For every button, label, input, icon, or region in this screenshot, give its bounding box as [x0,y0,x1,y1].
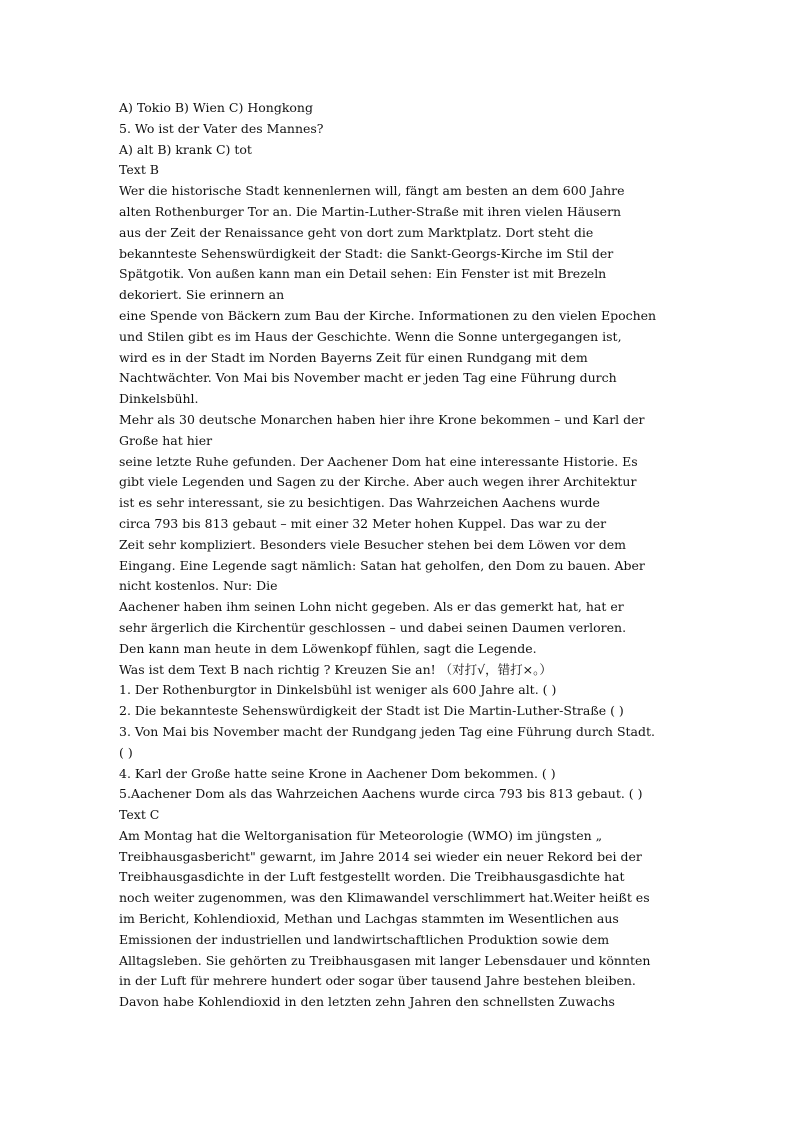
text-line: Wer die historische Stadt kennenlernen will, fängt am besten an dem 600 Jahre [119,183,625,199]
text-line: Den kann man heute in dem Löwenkopf fühlen, sagt die Legende. [119,640,537,656]
text-line: Mehr als 30 deutsche Monarchen haben hier ihre Krone bekommen – und Karl der [119,411,645,427]
text-line: seine letzte Ruhe gefunden. Der Aachener Dom hat eine interessante Historie. Es [119,453,638,469]
text-line: aus der Zeit der Renaissance geht von dort zum Marktplatz. Dort steht die [119,224,594,240]
text-line: ist es sehr interessant, sie zu besichtigen. Das Wahrzeichen Aachens wurde [119,495,600,511]
section-heading: Text C [119,807,160,823]
text-line: wird es in der Stadt im Norden Bayerns Zeit für einen Rundgang mit dem [119,349,588,365]
text-line: Am Montag hat die Weltorganisation für Meteorologie (WMO) im jüngsten „ [119,827,603,843]
text-line: sehr ärgerlich die Kirchentür geschlossen – und dabei seinen Daumen verloren. [119,619,627,635]
text-line: Davon habe Kohlendioxid in den letzten zehn Jahren den schnellsten Zuwachs [119,994,615,1010]
text-line: gibt viele Legenden und Sagen zu der Kirche. Aber auch wegen ihrer Architektur [119,474,637,490]
text-line: A) alt B) krank C) tot [119,141,252,157]
text-line: dekoriert. Sie erinnern an [119,287,285,303]
text-line: Treibhausgasdichte in der Luft festgestellt worden. Die Treibhausgasdichte hat [119,869,625,885]
text-line: Spätgotik. Von außen kann man ein Detail sehen: Ein Fenster ist mit Brezeln [119,266,607,282]
text-line: nicht kostenlos. Nur: Die [119,578,278,594]
text-line: im Bericht, Kohlendioxid, Methan und Lachgas stammten im Wesentlichen aus [119,911,619,927]
text-line: Aachener haben ihm seinen Lohn nicht gegeben. Als er das gemerkt hat, hat er [119,599,624,615]
text-line: circa 793 bis 813 gebaut – mit einer 32 Meter hohen Kuppel. Das war zu der [119,515,607,531]
text-line: Dinkelsbühl. [119,391,199,407]
text-line: bekannteste Sehenswürdigkeit der Stadt: die Sankt-Georgs-Kirche im Stil der [119,245,614,261]
question-item: 2. Die bekannteste Sehenswürdigkeit der Stadt ist Die Martin-Luther-Straße ( ) [119,703,624,719]
text-line: in der Luft für mehrere hundert oder sogar über tausend Jahre bestehen bleiben. [119,973,636,989]
question-item: ( ) [119,744,133,760]
text-line: und Stilen gibt es im Haus der Geschichte. Wenn die Sonne untergegangen ist, [119,328,622,344]
question-item: 5.Aachener Dom als das Wahrzeichen Aachens wurde circa 793 bis 813 gebaut. ( ) [119,786,643,802]
text-line: Große hat hier [119,432,213,448]
text-line: alten Rothenburger Tor an. Die Martin-Luther-Straße mit ihren vielen Häusern [119,203,622,219]
text-line: eine Spende von Bäckern zum Bau der Kirche. Informationen zu den vielen Epochen [119,307,657,323]
text-line: Emissionen der industriellen und landwirtschaftlichen Produktion sowie dem [119,931,610,947]
text-line: Alltagsleben. Sie gehörten zu Treibhausgasen mit langer Lebensdauer und könnten [119,952,651,968]
section-heading: Text B [119,162,159,178]
text-line: A) Tokio B) Wien C) Hongkong [119,100,313,115]
text-line: noch weiter zugenommen, was den Klimawandel verschlimmert hat.Weiter heißt es [119,890,650,906]
text-line: Eingang. Eine Legende sagt nämlich: Satan hat geholfen, den Dom zu bauen. Aber [119,557,645,573]
text-line: Nachtwächter. Von Mai bis November macht er jeden Tag eine Führung durch [119,370,617,386]
document-page [119,98,679,1013]
question-instruction: Was ist dem Text B nach richtig ? Kreuzen Sie an! （对打√，错打×。） [119,661,552,677]
text-line: Zeit sehr kompliziert. Besonders viele Besucher stehen bei dem Löwen vor dem [119,536,627,552]
text-line: Treibhausgasbericht" gewarnt, im Jahre 2014 sei wieder ein neuer Rekord bei der [119,848,642,864]
text-line: 5. Wo ist der Vater des Mannes? [119,120,324,136]
question-item: 3. Von Mai bis November macht der Rundgang jeden Tag eine Führung durch Stadt. [119,723,655,739]
question-item: 1. Der Rothenburgtor in Dinkelsbühl ist weniger als 600 Jahre alt. ( ) [119,682,557,698]
question-item: 4. Karl der Große hatte seine Krone in Aachener Dom bekommen. ( ) [119,765,556,781]
